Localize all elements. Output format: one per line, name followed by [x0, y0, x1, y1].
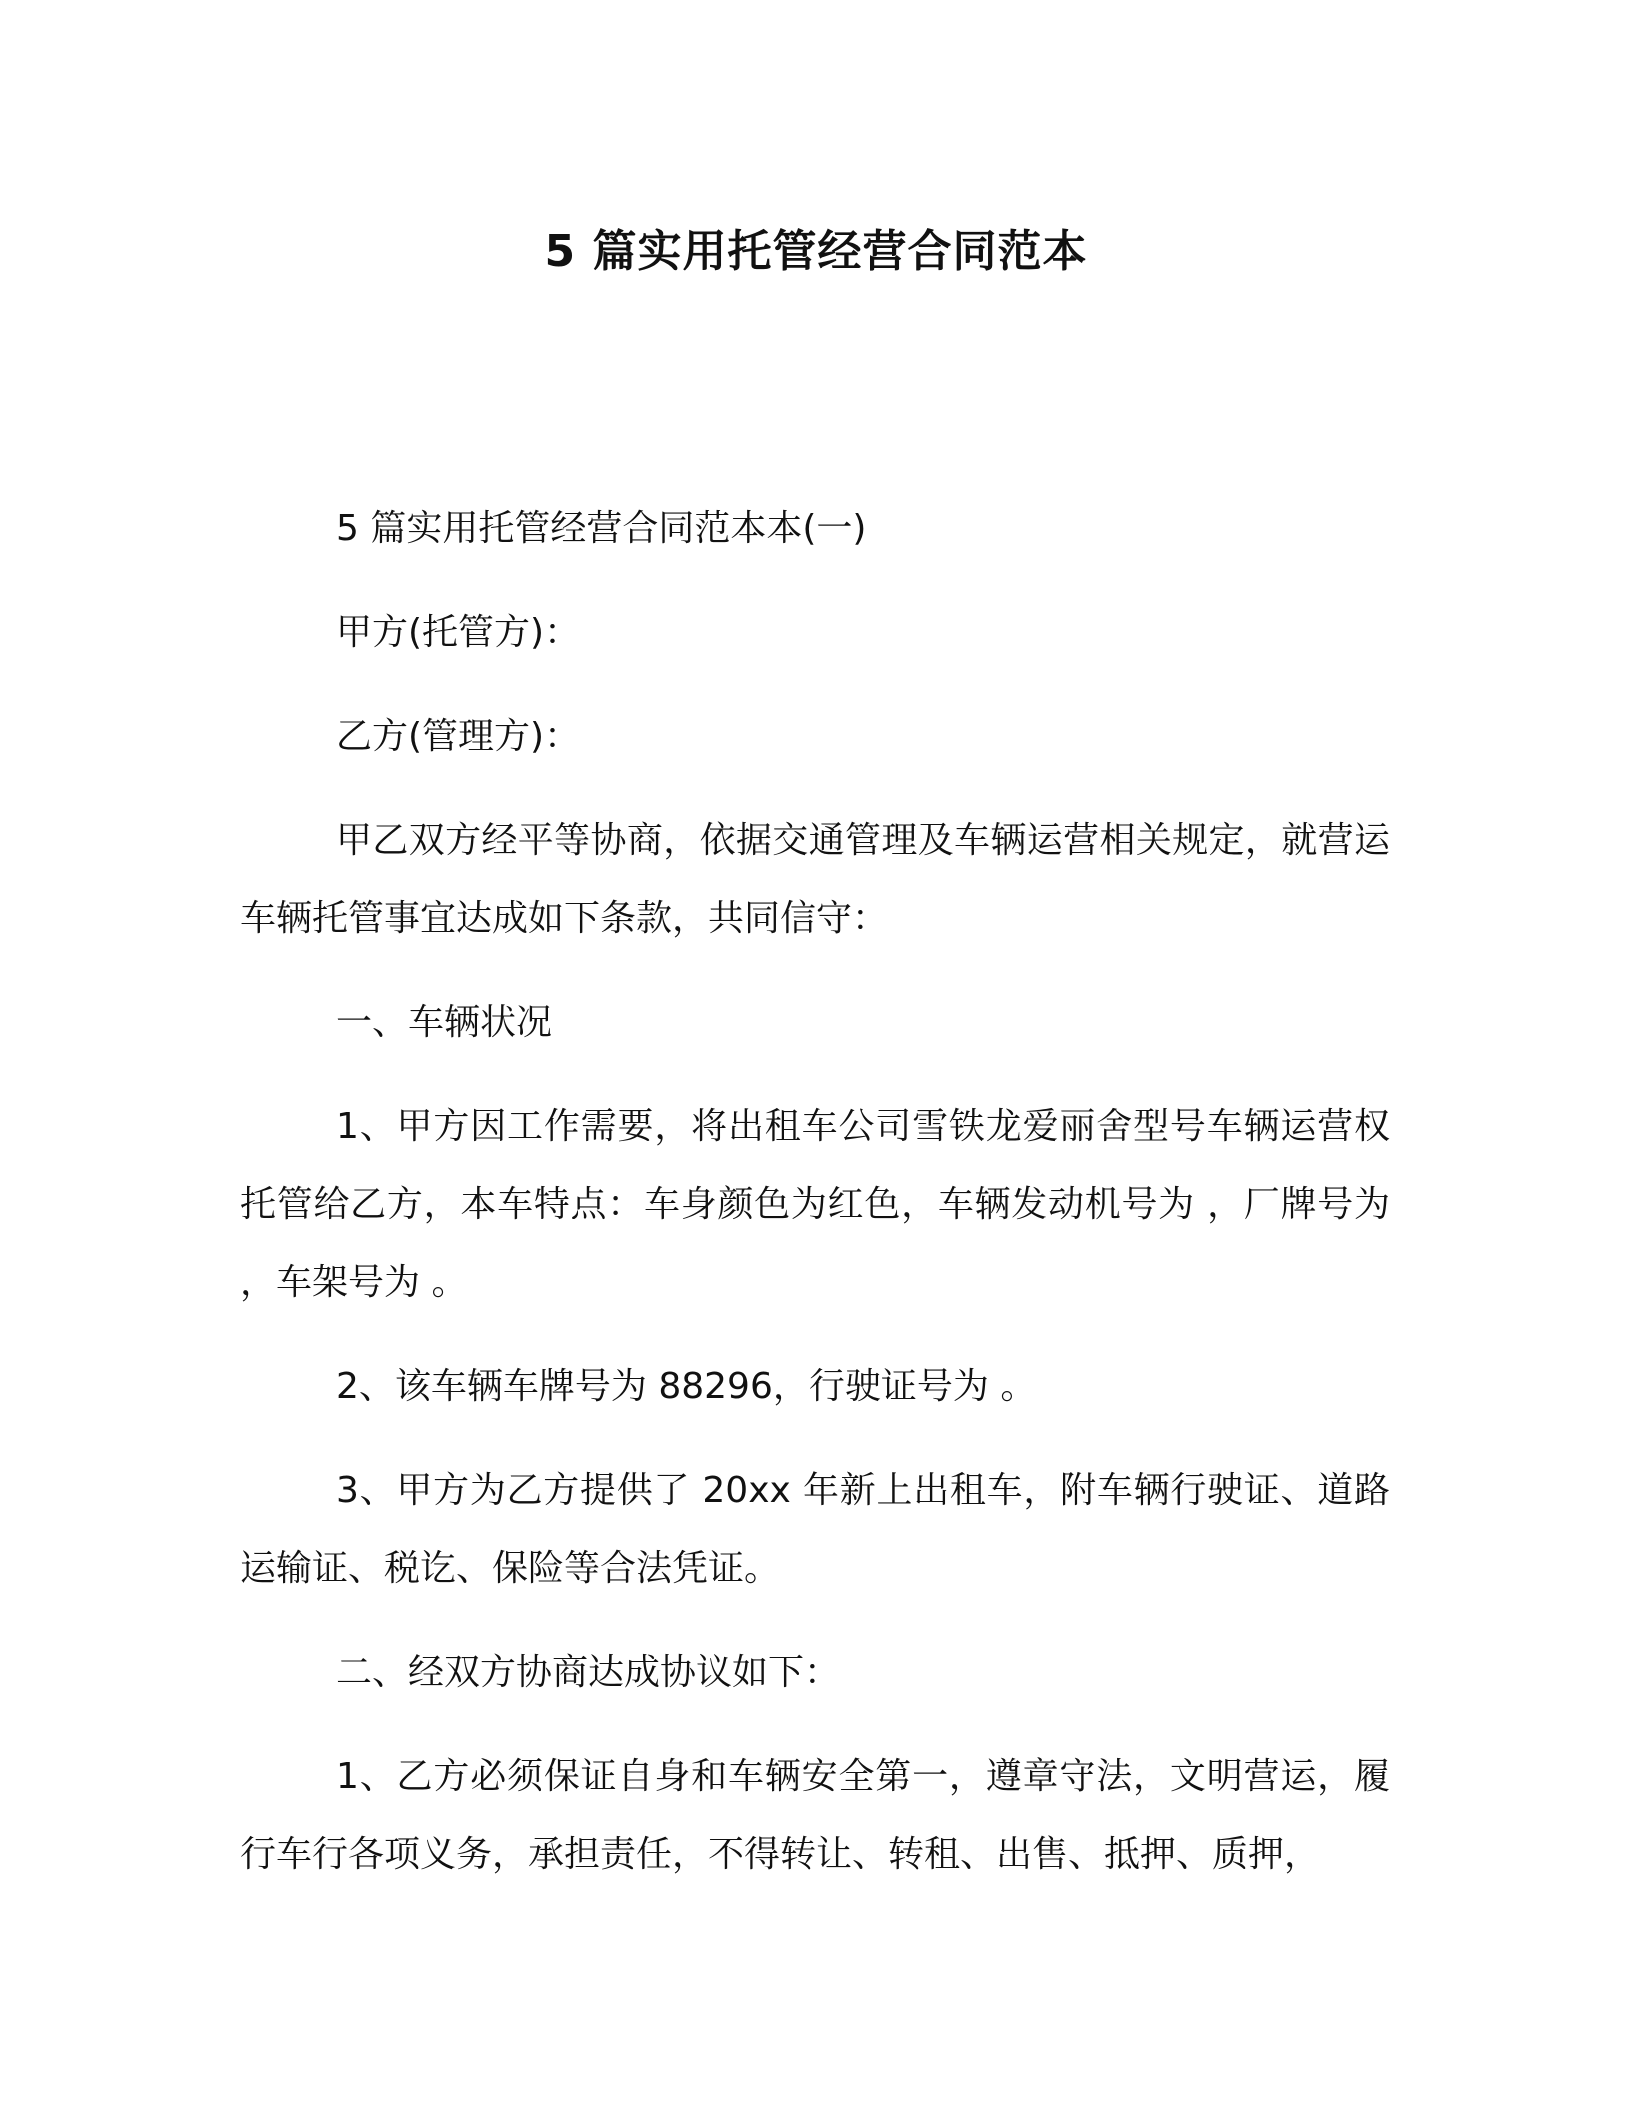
section-heading-agreement: 二、经双方协商达成协议如下： — [336, 1652, 841, 1693]
party-a-line: 甲方(托管方)： — [336, 612, 581, 653]
party-b-line: 乙方(管理方)： — [336, 716, 581, 757]
section-heading-vehicle-status: 一、车辆状况 — [336, 1002, 553, 1043]
document-body — [240, 490, 1390, 1920]
section-heading-contract-one: 5 篇实用托管经营合同范本本(一) — [336, 508, 867, 549]
clause-2-1: 1、乙方必须保证自身和车辆安全第一，遵章守法，文明营运，履行车行各项义务，承担责任，不得转让、转租、出售、抵押、质押， — [240, 1756, 1390, 1875]
document-title: 5 篇实用托管经营合同范本 — [544, 226, 1088, 277]
clause-1-3: 3、甲方为乙方提供了 20xx 年新上出租车，附车辆行驶证、道路运输证、税讫、保险等合法凭证。 — [240, 1470, 1390, 1589]
preamble-paragraph: 甲乙双方经平等协商，依据交通管理及车辆运营相关规定，就营运车辆托管事宜达成如下条款，共同信守： — [240, 820, 1390, 939]
clause-1-1: 1、甲方因工作需要，将出租车公司雪铁龙爱丽舍型号车辆运营权托管给乙方，本车特点：车身颜色为红色，车辆发动机号为 ，厂牌号为 ，车架号为 。 — [240, 1106, 1390, 1303]
clause-1-2: 2、该车辆车牌号为 88296，行驶证号为 。 — [336, 1366, 1037, 1407]
